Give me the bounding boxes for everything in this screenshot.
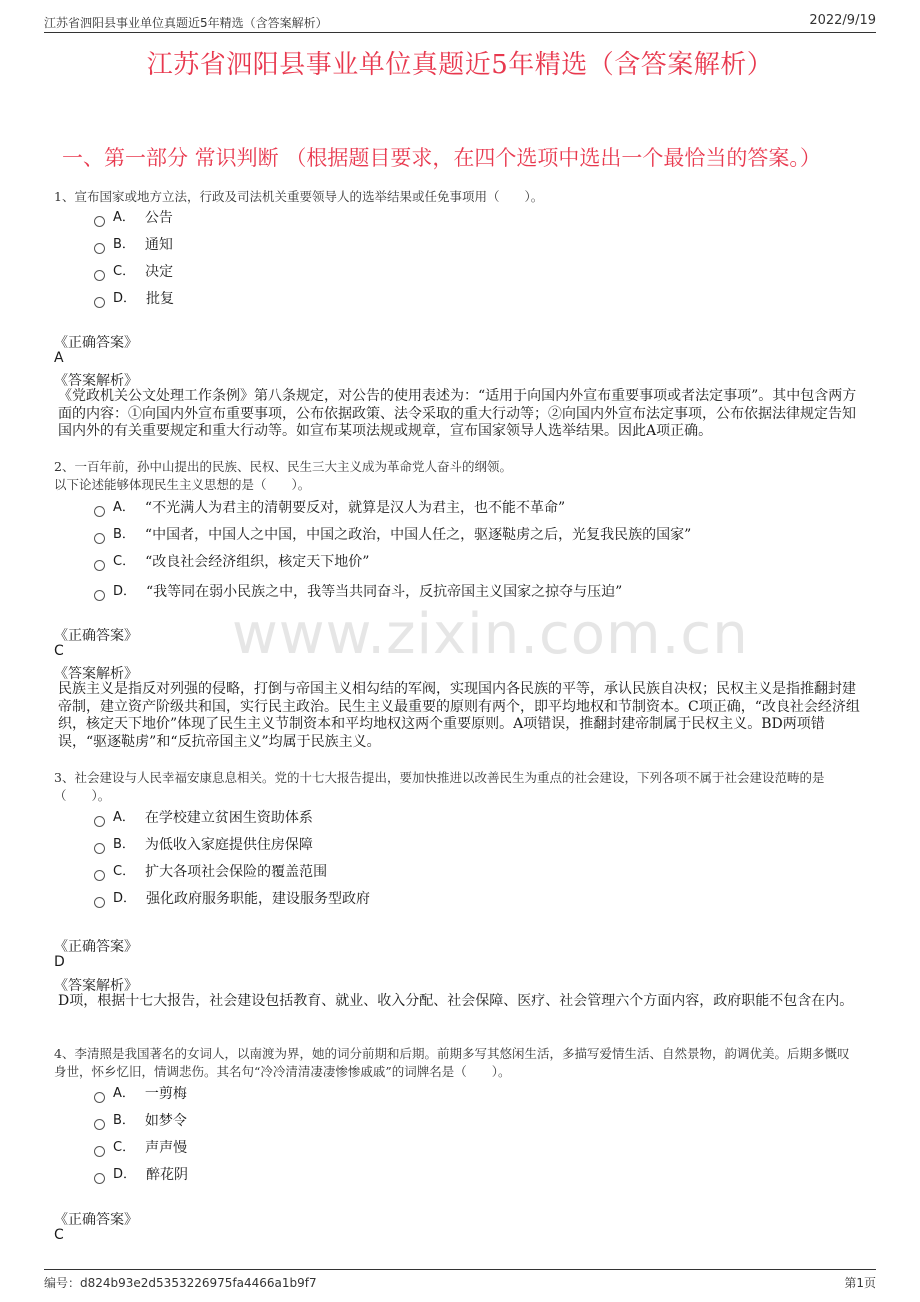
option-letter: C． (113, 554, 136, 569)
option-letter: D． (113, 291, 137, 306)
question-2-stem-line2: 以下论述能够体现民生主义思想的是（ ）。 (54, 477, 311, 492)
option-letter: B． (113, 237, 135, 252)
radio-icon[interactable] (94, 897, 105, 908)
question-4-answer: C (54, 1227, 64, 1243)
radio-icon[interactable] (94, 560, 105, 571)
question-3-answer: D (54, 954, 65, 970)
option-letter: D． (113, 891, 137, 906)
option-letter: C． (113, 864, 136, 879)
question-1-option-c[interactable] (94, 262, 173, 282)
radio-icon[interactable] (94, 243, 105, 254)
radio-icon[interactable] (94, 816, 105, 827)
document-title: 江苏省泗阳县事业单位真题近5年精选（含答案解析） (146, 50, 774, 80)
question-4-option-b[interactable] (94, 1111, 187, 1131)
radio-icon[interactable] (94, 843, 105, 854)
radio-icon[interactable] (94, 297, 105, 308)
radio-icon[interactable] (94, 590, 105, 601)
header-doc-name: 江苏省泗阳县事业单位真题近5年精选（含答案解析） (44, 16, 328, 30)
radio-icon[interactable] (94, 1173, 105, 1184)
question-3-option-b[interactable] (94, 835, 313, 855)
question-3-explanation: D项，根据十七大报告，社会建设包括教育、就业、收入分配、社会保障、医疗、社会管理六个方面内容，政府职能不包含在内。 (58, 993, 854, 1009)
page-footer (44, 1269, 876, 1292)
option-letter: D． (113, 584, 137, 599)
option-text: 如梦令 (144, 1113, 187, 1129)
option-text: 通知 (144, 237, 173, 253)
question-4-answer-label: 《正确答案》 (54, 1212, 138, 1228)
question-4-option-d[interactable] (94, 1165, 188, 1185)
option-text: 决定 (145, 264, 174, 280)
question-2-option-a[interactable] (94, 498, 565, 518)
question-2-answer-label: 《正确答案》 (54, 628, 138, 644)
option-text: 扩大各项社会保险的覆盖范围 (145, 864, 328, 880)
option-text: 醉花阴 (146, 1167, 189, 1183)
option-letter: C． (113, 1140, 136, 1155)
question-4-option-a[interactable] (94, 1084, 187, 1104)
question-1-option-a[interactable] (94, 208, 173, 228)
option-letter: A． (113, 210, 135, 225)
radio-icon[interactable] (94, 216, 105, 227)
option-text: “不光满人为君主的清朝要反对，就算是汉人为君主，也不能不革命” (144, 500, 566, 516)
question-4-stem: 4、李清照是我国著名的女词人，以南渡为界，她的词分前期和后期。前期多写其悠闲生活，多描写爱情生活、自然景物，韵调优美。后期多慨叹身世，怀乡忆旧，情调悲伤。其名句“冷冷清清凄凄惨惨戚戚”的词牌名是（ ）。 (54, 1046, 850, 1079)
question-2-answer: C (54, 643, 64, 659)
option-text: 声声慢 (145, 1140, 188, 1156)
option-text: 强化政府服务职能，建设服务型政府 (146, 891, 371, 907)
question-3-option-d[interactable] (94, 889, 370, 909)
question-4-option-c[interactable] (94, 1138, 187, 1158)
option-letter: B． (113, 1113, 135, 1128)
question-3-explanation-label: 《答案解析》 (54, 978, 138, 994)
page-number: 第1页 (844, 1276, 876, 1290)
radio-icon[interactable] (94, 1119, 105, 1130)
radio-icon[interactable] (94, 1092, 105, 1103)
option-text: 批复 (146, 291, 175, 307)
question-1-explanation: 《党政机关公文处理工作条例》第八条规定，对公告的使用表述为：“适用于向国内外宣布重要事项或者法定事项”。其中包含两方面的内容：①向国内外宣布重要事项，公布依据政策、法令采取的重大行动等；②向国内外宣布法定事项，公布依据法律规定告知国内外的有关重要规定和重大行动等。如宣布某项法规或规章，宣布国家领导人选举结果。因此A项正确。 (58, 388, 857, 439)
option-text: “中国者，中国人之中国，中国之政治，中国人任之，驱逐鞑虏之后，光复我民族的国家” (144, 527, 692, 543)
question-1-stem: 1、宣布国家或地方立法，行政及司法机关重要领导人的选举结果或任免事项用（ ）。 (54, 189, 544, 204)
radio-icon[interactable] (94, 533, 105, 544)
question-1-option-d[interactable] (94, 289, 174, 309)
question-3-stem: 3、社会建设与人民幸福安康息息相关。党的十七大报告提出，要加快推进以改善民生为重点的社会建设，下列各项不属于社会建设范畴的是（ ）。 (54, 770, 825, 803)
document-code: 编号：d824b93e2d5353226975fa4466a1b9f7 (44, 1276, 317, 1290)
option-letter: A． (113, 500, 135, 515)
question-2-option-b[interactable] (94, 525, 691, 545)
question-2-explanation-label: 《答案解析》 (54, 666, 138, 682)
radio-icon[interactable] (94, 270, 105, 281)
section-title: 一、第一部分 常识判断 （根据题目要求，在四个选项中选出一个最恰当的答案。） (62, 146, 821, 170)
question-2-stem: 2、一百年前，孙中山提出的民族、民权、民生三大主义成为革命党人奋斗的纲领。 (54, 459, 512, 474)
option-letter: A． (113, 1086, 135, 1101)
radio-icon[interactable] (94, 870, 105, 881)
option-text: “改良社会经济组织，核定天下地价” (145, 554, 370, 570)
option-letter: B． (113, 527, 135, 542)
option-letter: D． (113, 1167, 137, 1182)
option-text: “我等同在弱小民族之中，我等当共同奋斗，反抗帝国主义国家之掠夺与压迫” (146, 584, 623, 600)
question-2-explanation: 民族主义是指反对列强的侵略，打倒与帝国主义相勾结的军阀，实现国内各民族的平等，承认民族自决权；民权主义是指推翻封建帝制，建立资产阶级共和国，实行民主政治。民生主义最重要的原则有两个，即平均地权和节制资本。C项正确，“改良社会经济组织，核定天下地价”体现了民生主义节制资本和平均地权这两个重要原则。A项错误，推翻封建帝制属于民权主义。BD两项错误，“驱逐鞑虏”和“反抗帝国主义”均属于民族主义。 (58, 681, 860, 750)
question-1-explanation-label: 《答案解析》 (54, 373, 138, 389)
question-2-option-d[interactable] (94, 582, 622, 602)
question-1-answer-label: 《正确答案》 (54, 335, 138, 351)
question-3-option-c[interactable] (94, 862, 327, 882)
option-letter: C． (113, 264, 136, 279)
option-text: 公告 (144, 210, 173, 226)
option-text: 在学校建立贫困生资助体系 (144, 810, 313, 826)
option-text: 为低收入家庭提供住房保障 (144, 837, 313, 853)
header-date: 2022/9/19 (809, 13, 876, 28)
question-1-option-b[interactable] (94, 235, 173, 255)
option-letter: A． (113, 810, 135, 825)
radio-icon[interactable] (94, 506, 105, 517)
option-letter: B． (113, 837, 135, 852)
question-2-option-c[interactable] (94, 552, 369, 572)
question-1-answer: A (54, 350, 64, 366)
question-3-option-a[interactable] (94, 808, 313, 828)
option-text: 一剪梅 (144, 1086, 187, 1102)
radio-icon[interactable] (94, 1146, 105, 1157)
watermark: www.zixin.com.cn (232, 602, 749, 667)
question-3-answer-label: 《正确答案》 (54, 939, 138, 955)
page-header (44, 12, 876, 33)
